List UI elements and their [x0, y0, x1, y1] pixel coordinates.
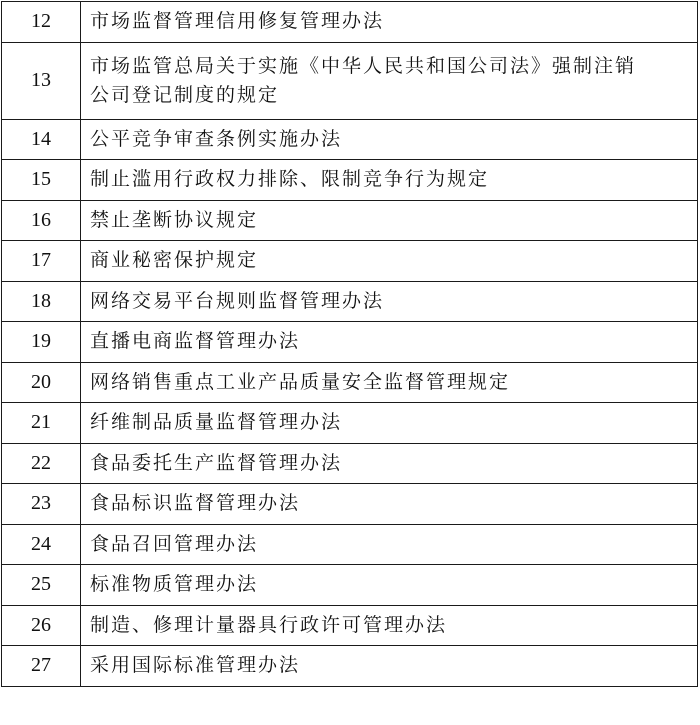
- table-row: [2, 42, 698, 119]
- row-number: 15: [2, 160, 81, 201]
- regulation-title: 网络销售重点工业产品质量安全监督管理规定: [81, 362, 698, 403]
- row-number: 12: [2, 2, 81, 43]
- regulation-title: 纤维制品质量监督管理办法: [81, 403, 698, 444]
- table-row: [2, 443, 698, 484]
- table-row: [2, 281, 698, 322]
- table-row: [2, 646, 698, 687]
- row-number: 18: [2, 281, 81, 322]
- row-number: 25: [2, 565, 81, 606]
- table-row: [2, 524, 698, 565]
- row-number: 24: [2, 524, 81, 565]
- regulation-title: 食品委托生产监督管理办法: [81, 443, 698, 484]
- row-number: 22: [2, 443, 81, 484]
- regulations-table: [1, 1, 698, 687]
- regulation-title: 市场监督管理信用修复管理办法: [81, 2, 698, 43]
- row-number: 20: [2, 362, 81, 403]
- regulation-title: 采用国际标准管理办法: [81, 646, 698, 687]
- regulation-title: 食品召回管理办法: [81, 524, 698, 565]
- row-number: 23: [2, 484, 81, 525]
- table-row: [2, 565, 698, 606]
- regulation-title: [81, 42, 698, 119]
- row-number: 19: [2, 322, 81, 363]
- row-number: 21: [2, 403, 81, 444]
- regulation-title: 公平竞争审查条例实施办法: [81, 119, 698, 160]
- regulation-title: 网络交易平台规则监督管理办法: [81, 281, 698, 322]
- table-row: [2, 2, 698, 43]
- regulation-title: 商业秘密保护规定: [81, 241, 698, 282]
- row-number: 14: [2, 119, 81, 160]
- regulation-title-line-1: 市场监管总局关于实施《中华人民共和国公司法》强制注销: [90, 54, 637, 77]
- row-number: 13: [2, 42, 81, 119]
- table-row: [2, 119, 698, 160]
- regulation-title: 标准物质管理办法: [81, 565, 698, 606]
- row-number: 16: [2, 200, 81, 241]
- table-row: [2, 322, 698, 363]
- regulation-title: 禁止垄断协议规定: [81, 200, 698, 241]
- table-row: [2, 160, 698, 201]
- table-row: [2, 484, 698, 525]
- regulation-title: 制造、修理计量器具行政许可管理办法: [81, 605, 698, 646]
- row-number: 26: [2, 605, 81, 646]
- regulation-title-line-2: 公司登记制度的规定: [90, 83, 280, 106]
- row-number: 27: [2, 646, 81, 687]
- regulation-title: 直播电商监督管理办法: [81, 322, 698, 363]
- table-row: [2, 200, 698, 241]
- table-row: [2, 241, 698, 282]
- table-row: [2, 605, 698, 646]
- table-row: [2, 403, 698, 444]
- table-row: [2, 362, 698, 403]
- row-number: 17: [2, 241, 81, 282]
- regulation-title: 食品标识监督管理办法: [81, 484, 698, 525]
- regulation-title: 制止滥用行政权力排除、限制竞争行为规定: [81, 160, 698, 201]
